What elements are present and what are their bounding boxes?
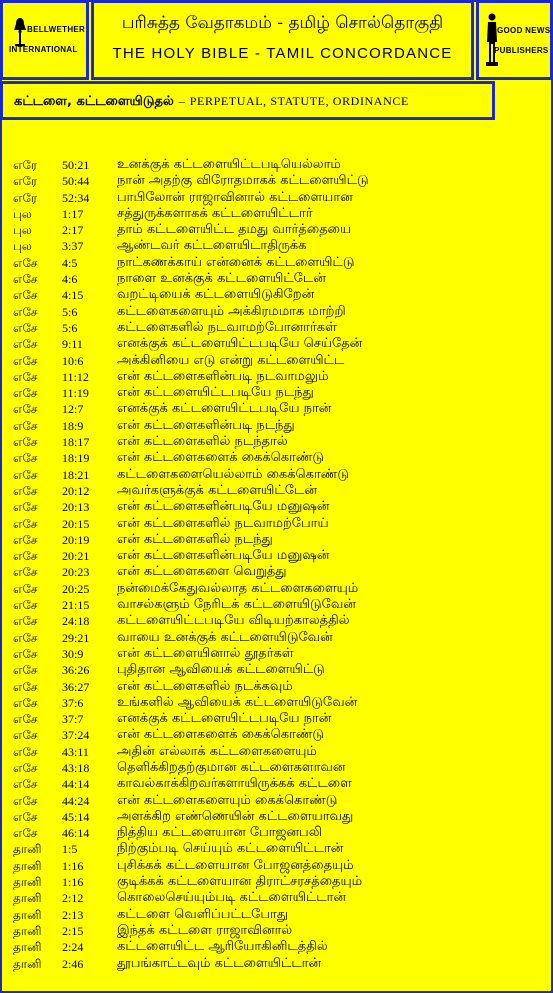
verse-reference: 11:19: [62, 386, 89, 401]
concordance-row: [0, 613, 553, 629]
verse-reference: 50:44: [62, 174, 90, 189]
book-abbreviation: எசே: [13, 744, 38, 759]
verse-text: புசிக்கக் கட்டளையான போஜனத்தையும்: [117, 857, 354, 873]
verse-text: வறட்டியைக் கட்டளையிடுகிறேன்: [117, 287, 315, 303]
verse-text: பாபிலோன் ராஜாவினால் கட்டளையான: [117, 189, 353, 205]
book-abbreviation: எசே: [13, 777, 38, 792]
concordance-row: [0, 841, 553, 857]
verse-text: நிற்கும்படி செய்யும் கட்டளையிட்டான்: [117, 841, 344, 857]
concordance-row: [0, 467, 553, 483]
verse-text: எனக்குக் கட்டளையிட்டபடியே செய்தேன்: [117, 336, 363, 352]
book-abbreviation: தானி: [13, 923, 42, 938]
verse-text: உனக்குக் கட்டளையிட்டபடியெல்லாம்: [117, 157, 341, 172]
book-abbreviation: எசே: [13, 565, 38, 580]
concordance-row: [0, 564, 553, 580]
verse-text: ஆண்டவர் கட்டளையிடாதிருக்க: [117, 238, 307, 254]
verse-reference: 20:19: [62, 532, 90, 547]
concordance-row: [0, 353, 553, 369]
verse-reference: 5:6: [62, 320, 78, 335]
concordance-row: [0, 532, 553, 548]
verse-text: உங்களில் ஆவியைக் கட்டளையிடுவேன்: [117, 694, 358, 710]
verse-text: என் கட்டளைகளின்படி நடவாமலும்: [117, 368, 329, 384]
book-abbreviation: எசே: [13, 255, 38, 270]
verse-text: என் கட்டளையினால் தூதர்கள்: [117, 645, 294, 661]
page-title-box: [91, 0, 474, 80]
verse-text: சத்துருக்களாகக் கட்டளையிட்டார்: [117, 205, 313, 221]
topic-heading-box: [0, 81, 495, 120]
verse-text: புதிதான ஆவியைக் கட்டளையிட்டு: [117, 662, 325, 678]
topic-tamil: கட்டளை, கட்டளையிடுதல்: [14, 94, 174, 109]
book-abbreviation: எசே: [13, 386, 38, 401]
concordance-row: [0, 516, 553, 532]
verse-reference: 50:21: [62, 158, 90, 172]
verse-text: வாயை உனக்குக் கட்டளையிடுவேன்: [117, 629, 333, 645]
book-abbreviation: எசே: [13, 320, 38, 335]
verse-text: கட்டளைகளையெல்லாம் கைக்கொண்டு: [117, 466, 349, 482]
verse-reference: 2:17: [62, 223, 84, 238]
book-abbreviation: தானி: [13, 940, 42, 955]
book-abbreviation: எசே: [13, 712, 38, 727]
book-abbreviation: எசே: [13, 646, 38, 661]
book-abbreviation: எசே: [13, 500, 38, 515]
verse-text: காவல்காக்கிறவர்களாயிருக்கக் கட்டளை: [117, 776, 352, 792]
concordance-row: [0, 271, 553, 287]
book-abbreviation: தானி: [13, 842, 42, 857]
book-abbreviation: எசே: [13, 272, 38, 287]
verse-text: என் கட்டளைகளில் நடக்கவும்: [117, 678, 293, 694]
book-abbreviation: எசே: [13, 760, 38, 775]
verse-reference: 5:6: [62, 304, 78, 319]
verse-reference: 1:5: [62, 842, 78, 857]
verse-reference: 3:37: [62, 239, 84, 254]
verse-reference: 36:26: [62, 663, 90, 678]
book-abbreviation: எரே: [13, 190, 38, 205]
book-abbreviation: தானி: [13, 956, 42, 971]
verse-reference: 21:15: [62, 598, 90, 613]
verse-text: தாம் கட்டளையிட்ட தமது வார்த்தையை: [117, 222, 352, 238]
concordance-row: [0, 255, 553, 271]
verse-text: குடிக்கக் கட்டளையான திராட்சரசத்தையும்: [117, 874, 363, 890]
book-abbreviation: எசே: [13, 793, 38, 808]
bellwether-logo[interactable]: [0, 0, 89, 80]
concordance-row: [0, 320, 553, 336]
verse-text: நித்திய கட்டளையான போஜனபலி: [117, 825, 322, 841]
verse-reference: 37:6: [62, 695, 84, 710]
concordance-row: [0, 287, 553, 303]
verse-text: என் கட்டளைகளின்படி நடந்து: [117, 417, 295, 433]
concordance-row: [0, 727, 553, 743]
verse-text: அதின் எல்லாக் கட்டளைகளையும்: [117, 743, 317, 759]
good-news-logo-line1: GOOD NEWS: [497, 26, 551, 35]
concordance-row: [0, 499, 553, 515]
concordance-row: [0, 679, 553, 695]
concordance-row: [0, 809, 553, 825]
verse-reference: 46:14: [62, 826, 90, 841]
verse-text: என் கட்டளைகளையும் கைக்கொண்டு: [117, 792, 338, 808]
concordance-row: [0, 483, 553, 499]
verse-text: நாட்கணக்காய் என்னைக் கட்டளையிட்டு: [117, 254, 355, 270]
concordance-row: [0, 190, 553, 206]
verse-text: எனக்குக் கட்டளையிட்டபடியே நான்: [117, 711, 332, 727]
verse-reference: 18:21: [62, 467, 90, 482]
book-abbreviation: எசே: [13, 598, 38, 613]
verse-reference: 12:7: [62, 402, 84, 417]
verse-text: கொலைசெய்யும்படி கட்டளையிட்டான்: [117, 890, 347, 906]
topic-heading: [14, 84, 409, 117]
concordance-row: [0, 874, 553, 890]
verse-reference: 4:5: [62, 255, 78, 270]
concordance-row: [0, 401, 553, 417]
verse-text: என் கட்டளைகளின்படியே மனுஷன்: [117, 548, 330, 564]
book-abbreviation: எசே: [13, 516, 38, 531]
book-abbreviation: எசே: [13, 809, 38, 824]
verse-reference: 10:6: [62, 353, 84, 368]
topic-separator: –: [178, 94, 185, 108]
concordance-row: [0, 385, 553, 401]
concordance-row: [0, 923, 553, 939]
concordance-row: [0, 744, 553, 760]
concordance-row: [0, 890, 553, 906]
concordance-row: [0, 434, 553, 450]
verse-text: நான் அதற்கு விரோதமாகக் கட்டளையிட்டு: [117, 173, 369, 189]
verse-text: நன்மைக்கேதுவல்லாத கட்டளைகளையும்: [117, 580, 359, 596]
verse-reference: 20:21: [62, 549, 90, 564]
book-abbreviation: எசே: [13, 418, 38, 433]
verse-text: அக்கினியை எடு என்று கட்டளையிட்ட: [117, 352, 345, 368]
book-abbreviation: எசே: [13, 614, 38, 629]
concordance-row: [0, 581, 553, 597]
verse-reference: 18:19: [62, 451, 90, 466]
good-news-logo[interactable]: [476, 0, 553, 80]
verse-reference: 45:14: [62, 809, 90, 824]
bellwether-logo-line1: BELLWETHER: [27, 25, 86, 34]
concordance-row: [0, 695, 553, 711]
verse-text: தூபங்காட்டவும் கட்டளையிட்டான்: [117, 955, 322, 971]
standing-figure-icon: [484, 12, 500, 68]
page-title-tamil: பரிசுத்த வேதாகமம் - தமிழ் சொல்தொகுதி: [121, 13, 444, 33]
verse-reference: 2:13: [62, 907, 84, 922]
book-abbreviation: புல: [13, 239, 32, 254]
verse-text: இந்தக் கட்டளை ராஜாவினால்: [117, 922, 293, 938]
book-abbreviation: எசே: [13, 695, 38, 710]
book-abbreviation: எசே: [13, 467, 38, 482]
book-abbreviation: எரே: [13, 174, 38, 189]
verse-reference: 2:12: [62, 891, 84, 906]
concordance-row: [0, 206, 553, 222]
book-abbreviation: எசே: [13, 451, 38, 466]
concordance-row: [0, 793, 553, 809]
verse-text: என் கட்டளைகளில் நடந்தால்: [117, 434, 288, 450]
concordance-row: [0, 450, 553, 466]
concordance-row: [0, 956, 553, 972]
concordance-list: [0, 157, 553, 972]
book-abbreviation: எசே: [13, 826, 38, 841]
concordance-row: [0, 369, 553, 385]
verse-reference: 2:15: [62, 923, 84, 938]
verse-reference: 4:6: [62, 272, 78, 287]
book-abbreviation: எசே: [13, 288, 38, 303]
verse-text: என் கட்டளைகளில் நடந்து: [117, 531, 273, 547]
book-abbreviation: எரே: [13, 158, 38, 172]
verse-text: கட்டளையிட்ட ஆரியோகினிடத்தில்: [117, 939, 328, 955]
concordance-row: [0, 173, 553, 189]
book-abbreviation: எசே: [13, 630, 38, 645]
book-abbreviation: புல: [13, 206, 32, 221]
book-abbreviation: தானி: [13, 907, 42, 922]
verse-reference: 44:14: [62, 777, 90, 792]
verse-reference: 18:9: [62, 418, 84, 433]
verse-text: என் கட்டளைகளைக் கைக்கொண்டு: [117, 727, 325, 743]
concordance-row: [0, 646, 553, 662]
verse-text: என் கட்டளைகளில் நடவாமற்போய்: [117, 515, 329, 531]
page-title-english: THE HOLY BIBLE - TAMIL CONCORDANCE: [112, 45, 453, 62]
verse-text: அவர்களுக்குக் கட்டளையிட்டேன்: [117, 482, 317, 498]
book-abbreviation: எசே: [13, 679, 38, 694]
verse-reference: 43:11: [62, 744, 89, 759]
book-abbreviation: எசே: [13, 581, 38, 596]
verse-text: வாசல்களும் நேரிடக் கட்டளையிடுவேன்: [117, 597, 356, 613]
book-abbreviation: தானி: [13, 858, 42, 873]
verse-text: கட்டளைகளையும் அக்கிரமமாக மாற்றி: [117, 303, 346, 319]
verse-reference: 44:24: [62, 793, 90, 808]
verse-reference: 2:24: [62, 940, 84, 955]
verse-text: நாளை உனக்குக் கட்டளையிட்டேன்: [117, 271, 326, 287]
verse-reference: 20:13: [62, 500, 90, 515]
verse-text: என் கட்டளையிட்டபடியே நடந்து: [117, 385, 314, 401]
concordance-row: [0, 662, 553, 678]
verse-reference: 9:11: [62, 337, 83, 352]
verse-text: கட்டளைகளில் நடவாமற்போனார்கள்: [117, 319, 337, 335]
concordance-row: [0, 597, 553, 613]
book-abbreviation: எசே: [13, 532, 38, 547]
verse-text: கட்டளை வெளிப்பட்டபோது: [117, 906, 289, 922]
concordance-row: [0, 776, 553, 792]
concordance-row: [0, 304, 553, 320]
concordance-row: [0, 630, 553, 646]
concordance-row: [0, 907, 553, 923]
good-news-logo-line2: PUBLISHERS: [494, 46, 549, 55]
verse-reference: 29:21: [62, 630, 90, 645]
book-abbreviation: எசே: [13, 402, 38, 417]
concordance-row: [0, 711, 553, 727]
concordance-row: [0, 939, 553, 955]
verse-reference: 30:9: [62, 646, 84, 661]
verse-reference: 11:12: [62, 369, 89, 384]
concordance-row: [0, 238, 553, 254]
verse-reference: 20:23: [62, 565, 90, 580]
book-abbreviation: எசே: [13, 304, 38, 319]
book-abbreviation: எசே: [13, 549, 38, 564]
verse-reference: 1:16: [62, 875, 84, 890]
book-abbreviation: எசே: [13, 663, 38, 678]
verse-reference: 20:15: [62, 516, 90, 531]
verse-reference: 1:16: [62, 858, 84, 873]
verse-reference: 18:17: [62, 435, 90, 450]
concordance-row: [0, 825, 553, 841]
verse-text: எனக்குக் கட்டளையிட்டபடியே நான்: [117, 401, 332, 417]
verse-reference: 37:24: [62, 728, 90, 743]
book-abbreviation: தானி: [13, 875, 42, 890]
book-abbreviation: எசே: [13, 369, 38, 384]
bell-figure-icon: [12, 17, 28, 47]
book-abbreviation: எசே: [13, 337, 38, 352]
verse-reference: 4:15: [62, 288, 84, 303]
verse-text: என் கட்டளைகளின்படியே மனுஷன்: [117, 499, 330, 515]
verse-reference: 37:7: [62, 712, 84, 727]
verse-text: கட்டளையிட்டபடியே விடியற்காலத்தில்: [117, 613, 350, 629]
verse-text: என் கட்டளைகளை வெறுத்து: [117, 564, 287, 580]
verse-text: தெளிக்கிறதற்குமான கட்டளைகளாவன: [117, 759, 346, 775]
bellwether-logo-line2: INTERNATIONAL: [9, 45, 78, 54]
concordance-row: [0, 336, 553, 352]
verse-reference: 24:18: [62, 614, 90, 629]
concordance-row: [0, 222, 553, 238]
book-abbreviation: எசே: [13, 483, 38, 498]
concordance-row: [0, 157, 553, 173]
concordance-row: [0, 548, 553, 564]
verse-reference: 36:27: [62, 679, 90, 694]
concordance-row: [0, 418, 553, 434]
book-abbreviation: எசே: [13, 353, 38, 368]
verse-reference: 20:25: [62, 581, 90, 596]
verse-text: அளக்கிற எண்ணெயின் கட்டளையாவது: [117, 808, 354, 824]
concordance-row: [0, 858, 553, 874]
verse-reference: 1:17: [62, 206, 84, 221]
concordance-row: [0, 760, 553, 776]
verse-reference: 52:34: [62, 190, 90, 205]
verse-reference: 20:12: [62, 483, 90, 498]
book-abbreviation: எசே: [13, 728, 38, 743]
verse-text: என் கட்டளைகளைக் கைக்கொண்டு: [117, 450, 325, 466]
book-abbreviation: எசே: [13, 435, 38, 450]
verse-reference: 2:46: [62, 956, 84, 971]
book-abbreviation: தானி: [13, 891, 42, 906]
verse-reference: 43:18: [62, 760, 90, 775]
topic-english: PERPETUAL, STATUTE, ORDINANCE: [189, 94, 409, 108]
book-abbreviation: புல: [13, 223, 32, 238]
